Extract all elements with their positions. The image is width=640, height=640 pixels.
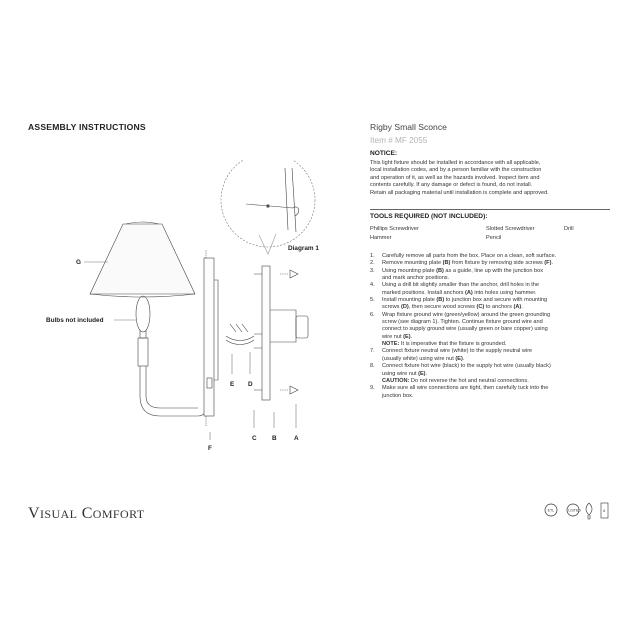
certification-icons <box>543 499 613 525</box>
svg-text:LISTED: LISTED <box>568 508 581 513</box>
ul-listed-icon <box>567 504 581 516</box>
label-c: C <box>252 435 257 442</box>
step-5: 5. Install mounting plate (B) to junction box and secure with mounting screws (D), then secure wood screws (C) to anchors (A). <box>370 297 548 311</box>
tools-divider <box>370 209 610 210</box>
step-6: 6. Wrap fixture ground wire (green/yellow) around the green grounding screw (see diagram 1). Tighten. Continue fixture ground wire and connect to supply ground wire (usually green or bare copper) using wire nut (E). <box>370 311 551 340</box>
tool-item: Pencil <box>486 235 502 241</box>
label-d: D <box>248 381 253 388</box>
page-heading: ASSEMBLY INSTRUCTIONS <box>28 122 146 132</box>
bulb-icon <box>586 503 592 519</box>
svg-text:6: 6 <box>603 509 606 513</box>
notice-body <box>370 160 610 197</box>
tool-item: Slotted Screwdriver <box>486 226 535 232</box>
note: NOTE: It is imperative that the fixture is grounded. <box>382 341 507 348</box>
step-3: 3. Using mounting plate (B) as a guide, line up with the junction box and mark anchor positions. <box>370 267 544 282</box>
notice-line: and operation of it, as well as the hazards involved. Inspect item and <box>370 174 540 181</box>
step-1: 1. Carefully remove all parts from the box. Place on a clean, soft surface. <box>370 253 557 259</box>
label-a: A <box>294 435 299 442</box>
label-diagram-1: Diagram 1 <box>288 245 319 252</box>
tools-title: TOOLS REQUIRED (NOT INCLUDED): <box>370 213 488 220</box>
label-bulbs: Bulbs not included <box>46 317 104 324</box>
caution: CAUTION: Do not reverse the hot and neutral connections. <box>382 377 529 384</box>
notice-line: Retain all packaging material until installation is complete and approved. <box>370 189 549 196</box>
item-number: Item # MF 2055 <box>370 136 428 145</box>
tool-item: Hammer <box>370 235 392 241</box>
label-f: F <box>208 445 212 452</box>
product-title: Rigby Small Sconce <box>370 122 447 132</box>
step-2: 2. Remove mounting plate (B) from fixture by removing side screws (F). <box>370 260 554 267</box>
notice-title: NOTICE: <box>370 150 398 157</box>
notice-line: local installation codes, and by a person familiar with the construction <box>370 167 542 174</box>
label-b: B <box>272 435 277 442</box>
label-e: E <box>230 381 235 388</box>
step-4: 4. Using a drill bit slightly smaller than the anchor, drill holes in the marked positions. Install anchors (A) into holes using hammer. <box>370 282 540 296</box>
notice-line: This light fixture should be installed in accordance with all applicable, <box>370 160 541 166</box>
bulb-count-icon <box>601 503 608 518</box>
tool-item: Drill <box>564 226 574 232</box>
etl-mark-icon <box>545 504 557 516</box>
instruction-steps <box>370 253 610 400</box>
brand-logo: VISUAL COMFORT <box>28 505 145 522</box>
svg-text:ETL: ETL <box>547 508 555 513</box>
label-g: G <box>76 259 81 266</box>
step-8: 8. Connect fixture hot wire (black) to the supply hot wire (usually black) using wire nut (E). <box>370 363 551 377</box>
tool-item: Phillips Screwdriver <box>370 226 419 232</box>
step-9: 9. Make sure all wire connections are tight, then carefully tuck into the junction box. <box>370 385 549 399</box>
notice-line: contents carefully. If any damage or defect is found, do not install. <box>370 182 533 189</box>
exploded-diagram <box>40 160 330 460</box>
step-7: 7. Connect fixture neutral wire (white) to the supply neutral wire (usually white) using wire nut (E). <box>370 348 533 362</box>
